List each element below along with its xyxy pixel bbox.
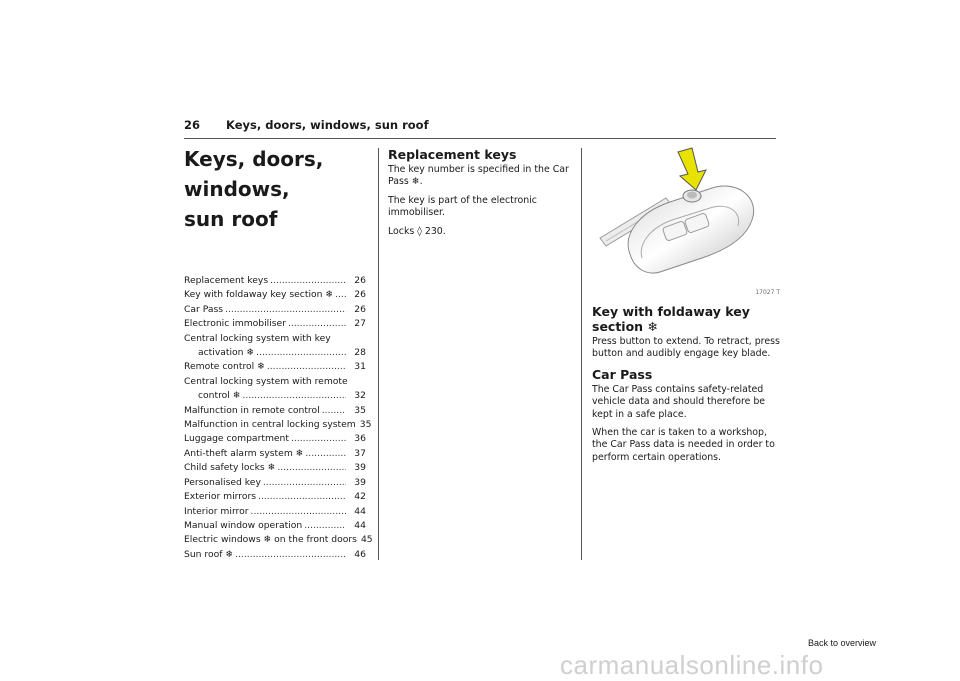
- toc-item-label: Manual window operation: [184, 519, 303, 531]
- replacement-keys-p2: The key is part of the electronic immobiliser.: [388, 194, 537, 219]
- toc-item[interactable]: [184, 490, 366, 504]
- toc-item-label: Personalised key: [184, 476, 261, 488]
- car-pass-p1: The Car Pass contains safety-related vehicle data and should therefore be kept in a safe place.: [592, 383, 766, 420]
- toc-item-page: 27: [354, 318, 366, 330]
- arrow-icon: [678, 148, 706, 190]
- toc-item-label: Malfunction in central locking system: [184, 419, 356, 431]
- toc-leader-dots: [305, 447, 346, 461]
- toc-item-label: Central locking system with remote: [184, 375, 348, 387]
- toc-leader-dots: [335, 288, 346, 302]
- toc-item-label: Sun roof ❄: [184, 548, 234, 560]
- toc-item-label: Child safety locks ❄: [184, 462, 276, 474]
- chapter-title-line1: Keys, doors, windows,: [184, 147, 324, 201]
- toc-leader-dots: [322, 404, 346, 418]
- toc-item[interactable]: [184, 346, 366, 360]
- toc-item-label: Car Pass: [184, 303, 224, 315]
- foldaway-heading: Key with foldaway key section ❄: [592, 304, 750, 334]
- toc-item-page: 39: [354, 462, 366, 474]
- toc-leader-dots: [263, 476, 346, 490]
- toc-leader-dots: [235, 548, 346, 562]
- table-of-contents: [184, 274, 373, 562]
- toc-item-page: 35: [359, 419, 372, 431]
- toc-leader-dots: [288, 317, 346, 331]
- toc-item[interactable]: [184, 288, 366, 302]
- toc-item[interactable]: [184, 432, 366, 446]
- back-to-overview-link[interactable]: Back to overview: [808, 638, 877, 648]
- toc-item[interactable]: [184, 505, 366, 519]
- toc-item-page: 26: [354, 303, 366, 315]
- replacement-keys-heading: Replacement keys: [388, 147, 517, 162]
- replacement-keys-p1: The key number is specified in the Car Pass ❄.: [388, 164, 569, 188]
- toc-item[interactable]: [184, 447, 366, 461]
- toc-item-page: 44: [354, 505, 366, 517]
- toc-leader-dots: [277, 461, 346, 475]
- replacement-keys-p3[interactable]: Locks ◊ 230.: [388, 225, 446, 237]
- toc-item-page: 26: [354, 275, 366, 286]
- page-number: 26: [184, 118, 201, 132]
- toc-item-label: Interior mirror: [184, 505, 249, 517]
- toc-leader-dots: [225, 303, 346, 317]
- toc-item-label: Central locking system with key: [184, 332, 331, 344]
- toc-item-page: 31: [354, 361, 366, 373]
- toc-item[interactable]: [184, 461, 366, 475]
- toc-item[interactable]: [184, 418, 372, 432]
- chapter-title: [184, 144, 366, 234]
- toc-item[interactable]: [184, 404, 366, 418]
- toc-item[interactable]: [184, 519, 366, 533]
- toc-item-label: Replacement keys: [184, 275, 269, 286]
- chapter-title-line2: sun roof: [184, 207, 278, 231]
- toc-item[interactable]: [184, 476, 366, 490]
- toc-leader-dots: [291, 432, 346, 446]
- toc-item-page: 42: [354, 491, 366, 503]
- watermark: carmanualsonline.info: [560, 650, 824, 680]
- toc-item-label: Anti-theft alarm system ❄: [184, 447, 304, 459]
- column-divider-2: [581, 148, 582, 560]
- toc-leader-dots: [251, 505, 346, 519]
- middle-column: [388, 147, 574, 244]
- toc-item-page: 36: [354, 433, 366, 445]
- toc-item-label: Remote control ❄: [184, 361, 265, 373]
- toc-item[interactable]: [184, 360, 366, 374]
- toc-item-page: 35: [354, 404, 366, 416]
- toc-leader-dots: [270, 274, 346, 288]
- toc-item-page: 32: [354, 390, 366, 402]
- toc-item-page: 28: [354, 347, 366, 359]
- toc-item-label: Luggage compartment: [184, 433, 289, 445]
- toc-item-label: Malfunction in remote control: [184, 404, 320, 416]
- toc-item-page: 39: [354, 476, 366, 488]
- toc-item[interactable]: [184, 303, 366, 317]
- toc-item-label: Electric windows ❄ on the front doors: [184, 534, 357, 546]
- toc-item[interactable]: [184, 274, 366, 288]
- toc-leader-dots: [256, 346, 346, 360]
- toc-item[interactable]: [184, 533, 373, 547]
- toc-item-page: 26: [354, 289, 366, 301]
- toc-item-label: Exterior mirrors: [184, 491, 257, 503]
- right-column: [592, 146, 780, 470]
- toc-leader-dots: [242, 389, 346, 403]
- toc-item-label: control ❄: [198, 390, 241, 402]
- toc-item-page: 44: [354, 519, 366, 531]
- toc-item-page: 37: [354, 447, 366, 459]
- header-title: Keys, doors, windows, sun roof: [226, 118, 429, 132]
- foldaway-p1: Press button to extend. To retract, press button and audibly engage key blade.: [592, 336, 780, 360]
- toc-item-page: 46: [354, 548, 366, 560]
- toc-item-label: activation ❄: [198, 347, 255, 359]
- toc-leader-dots: [304, 519, 346, 533]
- car-pass-p2: When the car is taken to a workshop, the Car Pass data is needed in order to perform certain operations.: [592, 427, 775, 463]
- figure-number: 17027 T: [755, 289, 780, 296]
- header-rule: [184, 138, 776, 139]
- toc-item-label: Key with foldaway key section ❄: [184, 289, 334, 301]
- toc-item[interactable]: [184, 548, 366, 562]
- car-pass-heading: Car Pass: [592, 366, 653, 382]
- key-figure: [592, 146, 780, 296]
- toc-column: [184, 144, 373, 562]
- toc-leader-dots: [258, 490, 346, 504]
- page-header: [184, 118, 429, 132]
- toc-leader-dots: [267, 360, 346, 374]
- key-fob-illustration: [592, 146, 780, 296]
- toc-item-label: Electronic immobiliser: [184, 318, 286, 330]
- toc-item[interactable]: [184, 389, 366, 403]
- toc-item[interactable]: [184, 317, 366, 331]
- column-divider-1: [378, 148, 379, 560]
- toc-item-page: 45: [360, 534, 373, 546]
